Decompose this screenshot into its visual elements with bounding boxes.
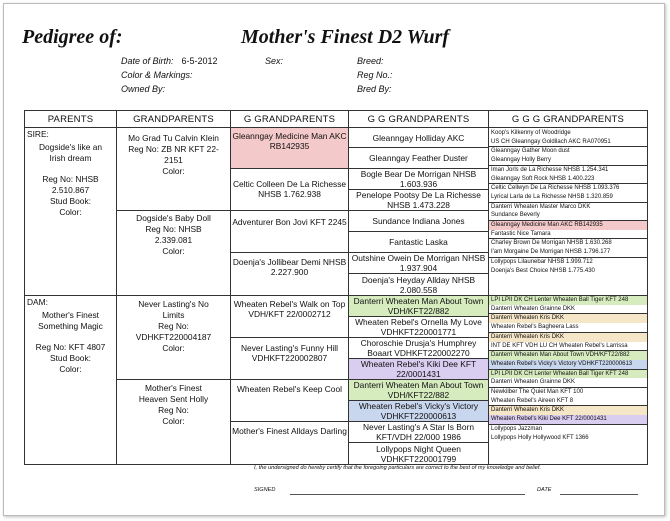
dob-value: 6-5-2012 bbox=[181, 56, 218, 66]
ggg-grandparent: Wheaten Rebel's Kiki Dee KFT 22/0001431 bbox=[489, 415, 647, 425]
date-line[interactable] bbox=[560, 494, 638, 495]
g-grandparent: Adventurer Bon Jovi KFT 2245 bbox=[231, 211, 348, 253]
grandparent-reg: Reg No: ZB NR KFT 22-2151 bbox=[128, 144, 219, 165]
ggg-grandparent: Gleanngay Holly Berry bbox=[489, 156, 647, 166]
ggg-grandparent: Lyrical Larla de La Richesse NHSB 1.320.859 bbox=[489, 193, 647, 203]
color-markings-label: Color & Markings: bbox=[121, 70, 193, 80]
dam-gg-grandparents-cell bbox=[349, 296, 489, 465]
grandparent-4 bbox=[117, 380, 230, 464]
ggg-grandparent: Lollypops Holly Hollywood KFT 1366 bbox=[491, 434, 589, 441]
g-grandparent: Celtic Colleen De La Richesse NHSB 1.762.938 bbox=[231, 169, 348, 211]
dam-stud-book: Stud Book: bbox=[50, 353, 91, 363]
grandparent-reg: Reg No: bbox=[158, 405, 189, 415]
ggg-grandparent: Danterri Wheaten Kris DKK bbox=[489, 406, 647, 415]
gg-grandparent: Lollypops Night Queen VDHKFT220001799 bbox=[376, 443, 461, 464]
gg-grandparent: Sundance Indiana Jones bbox=[349, 211, 488, 232]
ggg-grandparent: Gleanngay Gather Moon dust bbox=[491, 148, 570, 155]
gg-grandparent: Danterri Wheaten Man About Town VDH/KFT22/882 bbox=[349, 296, 488, 317]
ggg-grandparent: Gleanngay Medicine Man AKC RB142935 bbox=[489, 221, 647, 230]
ggg-grandparent: Charley Brown De Morrigan NHSB 1.630.268 bbox=[491, 240, 612, 247]
gg-grandparent: Choroschie Drusja's Humphrey Boaart VDHKFT220002270 bbox=[349, 338, 488, 359]
dam-row bbox=[25, 296, 648, 465]
g-grandparent: Never Lasting's Funny Hill VDHKFT220002807 bbox=[231, 338, 348, 380]
ggg-grandparent: Sundance Beverly bbox=[489, 211, 647, 221]
ggg-grandparent: Danterri Wheaten Kris DKK bbox=[489, 314, 647, 323]
ggg-grandparent: INT DE KFT VDH LU CH Wheaten Rebel's Larrissa bbox=[489, 342, 647, 352]
ggg-grandparent: Wheaten Rebel's Bagheera Lass bbox=[489, 323, 647, 333]
signature-line[interactable] bbox=[290, 494, 525, 495]
sire-name: Dogside's like an Irish dream bbox=[38, 142, 103, 163]
pedigree-table bbox=[24, 110, 648, 465]
gg-grandparent: Penelope Pootsy De La Richesse NHSB 1.473.228 bbox=[349, 190, 488, 211]
ggg-grandparent: Gleanngay Soft Rock NHSB 1.400.223 bbox=[489, 175, 647, 185]
dam-color: Color: bbox=[59, 364, 82, 374]
sire-gg-grandparents-cell bbox=[349, 128, 489, 296]
g-grandparent: Mother's Finest Alldays Darling bbox=[232, 426, 347, 436]
dam-ggg-grandparents-cell bbox=[489, 296, 648, 465]
col-grandparents: GRANDPARENTS bbox=[117, 111, 231, 128]
sire-reg: Reg No: NHSB 2.510.867 bbox=[42, 174, 99, 195]
ggg-grandparent: Doenja's Best Choice NHSB 1.775.430 bbox=[491, 267, 595, 274]
ggg-grandparent: US CH Gleanngay Goldilach AKC RA070951 bbox=[489, 138, 647, 148]
grandparent-color: Color: bbox=[162, 343, 185, 353]
col-gg-grandparents: G G GRANDPARENTS bbox=[349, 111, 489, 128]
dob-label: Date of Birth: bbox=[121, 56, 174, 66]
gg-grandparent: Bogle Bear De Morrigan NHSB 1.603.936 bbox=[349, 169, 488, 190]
gg-grandparent: Never Lasting's A Star Is Born KFT/VDH 22/000 1986 bbox=[349, 422, 488, 443]
ggg-grandparent: Lollypops Jazzman bbox=[491, 425, 543, 432]
g-grandparent: Gleanngay Medicine Man AKC RB142935 bbox=[231, 128, 348, 169]
gg-grandparent: Fantastic Laska bbox=[349, 232, 488, 253]
dam-reg: Reg No: KFT 4807 bbox=[35, 342, 106, 352]
g-grandparent: Wheaten Rebel's Keep Cool bbox=[231, 380, 348, 422]
grandparent-2 bbox=[117, 211, 230, 294]
grandparent-reg: Reg No: VDHKFT220004187 bbox=[135, 321, 212, 342]
sire-grandparents-cell bbox=[117, 128, 231, 296]
gg-grandparent: Outshine Owein De Morrigan NHSB 1.937.904 bbox=[349, 253, 488, 274]
ggg-grandparent: I'am Morgaine De Morrigan NHSB 1.796.177 bbox=[489, 248, 647, 258]
ggg-grandparent: Danterri Wheaten Master Marco DKK bbox=[491, 203, 591, 210]
grandparent-name: Mother's Finest Heaven Sent Holly bbox=[138, 383, 209, 404]
sire-color: Color: bbox=[59, 207, 82, 217]
g-grandparent: Doenja's Jollibear Demi NHSB 2.227.900 bbox=[232, 257, 347, 277]
gg-grandparent: Gleanngay Holliday AKC bbox=[349, 128, 488, 148]
gg-grandparent: Danterri Wheaten Man About Town VDH/KFT22/882 bbox=[349, 380, 488, 401]
grandparent-reg: Reg No: NHSB 2.339.081 bbox=[145, 224, 202, 245]
ggg-grandparent: Celtic Cellwyn De La Richesse NHSB 1.093.376 bbox=[491, 185, 620, 192]
grandparent-name: Never Lasting's No Limits bbox=[138, 299, 209, 320]
ggg-grandparent: Koop's Kilkenny of Woodridge bbox=[491, 130, 571, 136]
dam-grandparents-cell bbox=[117, 296, 231, 465]
gg-grandparent: Wheaten Rebel's Kiki Dee KFT 22/0001431 bbox=[349, 359, 488, 380]
ggg-grandparent: Fantastic Nice Tamara bbox=[489, 230, 647, 240]
sire-stud-book: Stud Book: bbox=[50, 196, 91, 206]
grandparent-3 bbox=[117, 296, 230, 380]
reg-no-label: Reg No.: bbox=[357, 70, 393, 80]
dam-g-grandparents-cell bbox=[231, 296, 349, 465]
dob-field bbox=[121, 56, 218, 66]
certification-text: I, the undersigned do hereby certify that the foregoing particulars are correct to the best of my knowledge and belief. bbox=[254, 465, 542, 471]
ggg-grandparent: LPI LPII DK CH Lenter Wheaten Ball Tiger KFT 248 bbox=[489, 296, 647, 305]
ggg-grandparent: Danterri Wheaten Kris DKK bbox=[489, 333, 647, 342]
dam-cell bbox=[25, 296, 117, 465]
grandparent-color: Color: bbox=[162, 246, 185, 256]
ggg-grandparent: Lollypops Lilaunebar NHSB 1.999.712 bbox=[491, 258, 593, 265]
sire-label: SIRE: bbox=[27, 129, 49, 139]
gg-grandparent: Wheaten Rebel's Vicky's Victory VDHKFT220000613 bbox=[349, 401, 488, 422]
grandparent-color: Color: bbox=[162, 166, 185, 176]
sire-row bbox=[25, 128, 648, 296]
ggg-grandparent: Danterri Wheaten Man About Town VDH/KFT22/882 bbox=[489, 351, 647, 360]
breed-label: Breed: bbox=[357, 56, 384, 66]
grandparent-1 bbox=[117, 128, 230, 211]
g-grandparent: Wheaten Rebel's Walk on Top VDH/KFT 22/0002712 bbox=[231, 296, 348, 338]
grandparent-color: Color: bbox=[162, 416, 185, 426]
dam-label: DAM: bbox=[27, 297, 48, 307]
sire-g-grandparents-cell bbox=[231, 128, 349, 296]
signed-label: SIGNED bbox=[254, 487, 276, 493]
gg-grandparent: Gleanngay Feather Duster bbox=[349, 148, 488, 169]
ggg-grandparent: Danterri Wheaten Grainne DKK bbox=[489, 378, 647, 388]
ggg-grandparent: LPI LPII DK CH Lenter Wheaten Ball Tiger KFT 248 bbox=[489, 370, 647, 379]
gg-grandparent: Doenja's Heyday Allday NHSB 2.080.558 bbox=[361, 274, 476, 295]
ggg-grandparent: Danterri Wheaten Grainne DKK bbox=[489, 305, 647, 315]
grandparent-name: Mo Grad Tu Calvin Klein bbox=[128, 133, 219, 143]
dam-name: Mother's Finest Something Magic bbox=[38, 310, 103, 331]
header-row bbox=[25, 111, 648, 128]
date-label: DATE bbox=[537, 487, 552, 493]
ggg-grandparent: Iman Jorls de La Richesse NHSB 1.254.341 bbox=[491, 166, 609, 173]
ggg-grandparent: Wheaten Rebel's Vicky's Victory VDHKFT220000613 bbox=[489, 360, 647, 370]
dog-name: Mother's Finest D2 Wurf bbox=[241, 26, 450, 48]
grandparent-name: Dogside's Baby Doll bbox=[136, 213, 211, 223]
ggg-grandparent: Newkilber The Quiet Man KFT 100 bbox=[491, 389, 584, 396]
owned-by-label: Owned By: bbox=[121, 84, 166, 94]
bred-by-label: Bred By: bbox=[357, 84, 392, 94]
col-ggg-grandparents: G G G GRANDPARENTS bbox=[489, 111, 648, 128]
sex-label: Sex: bbox=[265, 56, 284, 66]
gg-grandparent: Wheaten Rebel's Ornella My Love VDHKFT220001771 bbox=[349, 317, 488, 338]
sire-cell bbox=[25, 128, 117, 296]
pedigree-title: Pedigree of: bbox=[22, 26, 123, 48]
sire-ggg-grandparents-cell bbox=[489, 128, 648, 296]
ggg-grandparent: Wheaten Rebel's Aireen KFT 8 bbox=[489, 397, 647, 407]
col-parents: PARENTS bbox=[25, 111, 117, 128]
col-g-grandparents: G GRANDPARENTS bbox=[231, 111, 349, 128]
